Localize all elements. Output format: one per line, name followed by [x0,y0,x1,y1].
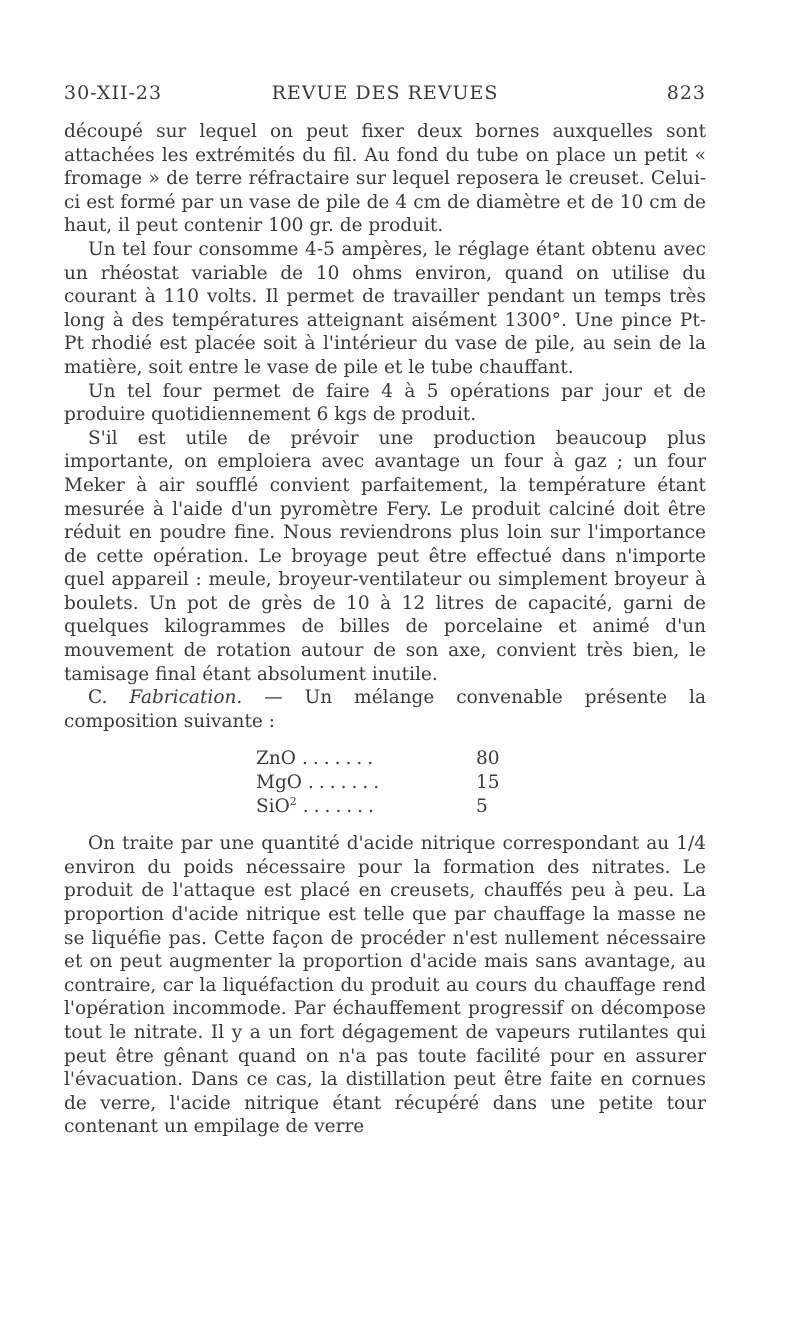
paragraph-nitric-acid: On traite par une quantité d'acide nitrique correspondant au 1/4 environ du poids nécessaire pour la formation des nitrates. Le produit de l'attaque est placé en creusets, chauffés peu à peu. La proportion d'acide nitrique est telle que par chauffage la masse ne se liquéfie pas. Cette façon de procéder n'est nullement nécessaire et on peut augmenter la proportion d'acide mais sans avantage, au contraire, car la liquéfaction du produit au cours du chauffage rend l'opération incommode. Par échauffement progressif on décompose tout le nitrate. Il y a un fort dégagement de vapeurs rutilantes qui peut être gênant quand on n'a pas toute facilité pour en assurer l'évacuation. Dans ce cas, la distillation peut être faite en cornues de verre, l'acide nitrique étant récupéré dans une petite tour contenant un empilage de verre [64,833,706,1138]
header-journal-title: REVUE DES REVUES [271,82,499,104]
composition-table [64,747,706,818]
section-c-text: — Un mélange convenable présente la composition suivante : [64,687,706,732]
composition-row [256,795,516,819]
header-date: 30-XII-23 [64,82,163,104]
composition-row [256,747,516,771]
compound-value: 15 [476,772,500,794]
composition-row [256,771,516,795]
section-c-label: C. [88,687,108,709]
compound-name: SiO$^2$ [256,794,297,817]
paragraph-gas-furnace: S'il est utile de prévoir une production beaucoup plus importante, on emploiera avec avantage un four à gaz ; un four Meker à air soufflé convient parfaitement, la température étant mesurée à l'aide d'un pyromètre Fery. Le produit calciné doit être réduit en poudre fine. Nous reviendrons plus loin sur l'importance de cette opération. Le broyage peut être effectué dans n'importe quel appareil : meule, broyeur-ventilateur ou simplement broyeur à boulets. Un pot de grès de 10 à 12 litres de capacité, garni de quelques kilogrammes de billes de porcelaine et animé d'un mouvement de rotation autour de son axe, convient très bien, le tamisage final étant absolument inutile. [64,427,706,685]
leader-dots: ....... [302,795,379,817]
section-c-title: Fabrication. [129,687,243,709]
page-number: 823 [666,82,706,104]
compound-value: 80 [476,748,500,770]
paragraph-continuation: découpé sur lequel on peut fixer deux bornes auxquelles sont attachées les extrémités du fil. Au fond du tube on place un petit « fromage » de terre réfractaire sur lequel reposera le creuset. Celui-ci est formé par un vase de pile de 4 cm de diamètre et de 10 cm de haut, il peut contenir 100 gr. de produit. [64,121,706,237]
body-text [64,120,706,1139]
compound-name: ZnO [256,748,296,770]
section-c-heading [64,686,706,733]
leader-dots: ....... [301,748,379,770]
paragraph-four-consumption: Un tel four consomme 4-5 ampères, le réglage étant obtenu avec un rhéostat variable de 10 ohms environ, quand on utilise du courant à 110 volts. Il permet de travailler pendant un temps très long à des températures atteignant aisément 1300°. Une pince Pt-Pt rhodié est placée soit à l'intérieur du vase de pile, au sein de la matière, soit entre le vase de pile et le tube chauffant. [64,238,706,378]
compound-value: 5 [476,795,488,817]
paragraph-operations-per-day: Un tel four permet de faire 4 à 5 opérations par jour et de produire quotidiennement 6 kgs de produit. [64,380,706,426]
leader-dots: ....... [307,772,385,794]
compound-name: MgO [256,772,302,794]
running-header [64,82,706,110]
